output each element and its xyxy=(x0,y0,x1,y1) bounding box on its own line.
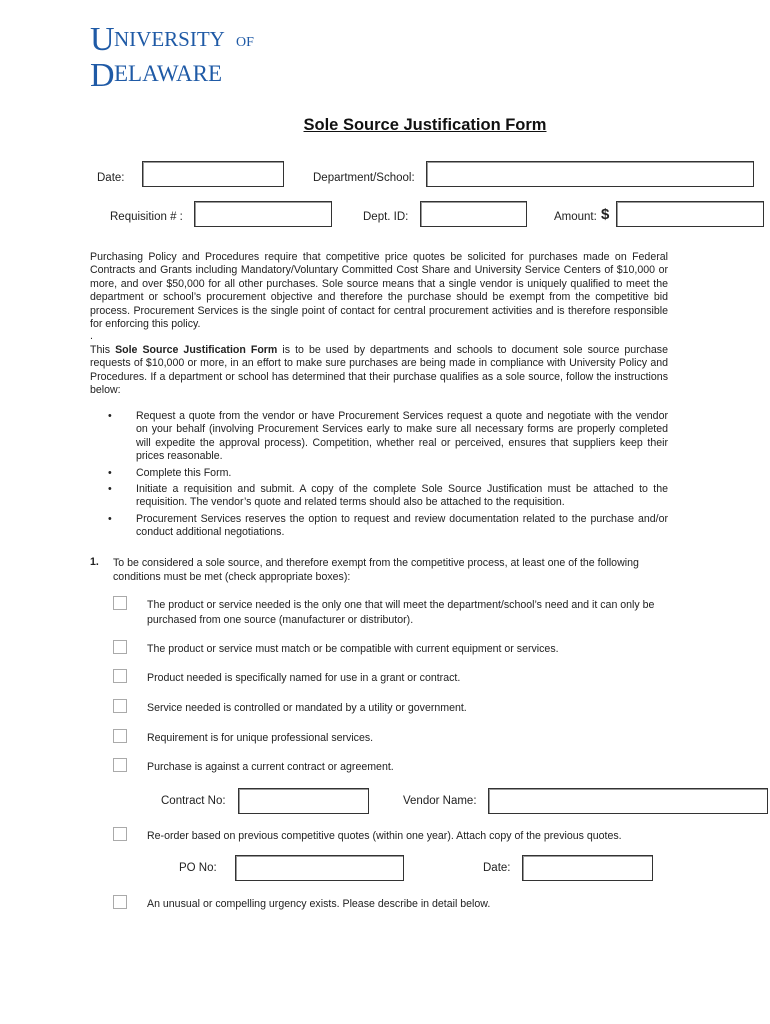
logo-big-d: D xyxy=(90,57,115,92)
amount-field[interactable] xyxy=(616,201,764,227)
reorder-date-label: Date: xyxy=(483,862,511,874)
date-field[interactable] xyxy=(142,161,284,187)
dept-id-field[interactable] xyxy=(420,201,527,227)
vendor-name-field[interactable] xyxy=(488,788,768,814)
option-label: Purchase is against a current contract or agreement. xyxy=(147,761,394,773)
contract-no-field[interactable] xyxy=(238,788,369,814)
dollar-sign: $ xyxy=(601,206,610,223)
requisition-field[interactable] xyxy=(194,201,332,227)
option-label: The product or service needed is the only one that will meet the department/school’s need and it can only be purchased from one source (manufacturer or distributor). xyxy=(147,599,655,626)
option-label: Product needed is specifically named for use in a grant or contract. xyxy=(147,672,461,684)
policy-paragraph: Purchasing Policy and Procedures require that competitive price quotes be solicited for purchases made on Federal Contracts and Grants including Mandatory/Voluntary Committed Cost Share and University Service Centers of $10,000 or more, and over $50,000 for all other purchases. Sole source means that a single vendor is uniquely qualified to meet the department or school’s procurement objective and therefore the purchase should be exempt from the competitive bid process. Procurement Services is the single point of contact for central procurement activities and is therefore responsible for enforcing this policy. xyxy=(90,251,668,331)
form-name-bold: Sole Source Justification Form xyxy=(115,344,278,356)
instruction-list xyxy=(108,410,668,543)
option-checkbox-only-one[interactable] xyxy=(113,596,127,610)
list-item: • Request a quote from the vendor or have Procurement Services request a quote and negotiate with the vendor on your behalf (involving Procurement Services early to make sure all necessary forms are properly completed will expedite the approval process). Competition, whether real or perceived, ensures that suppliers keep their prices reasonable. xyxy=(108,410,668,463)
list-item: • Complete this Form. xyxy=(108,466,232,479)
logo-of-text: OF xyxy=(236,35,254,50)
logo-university-text: NIVERSITY xyxy=(114,27,225,51)
option-checkbox-contract[interactable] xyxy=(113,758,127,772)
option-checkbox-professional[interactable] xyxy=(113,729,127,743)
paragraph-dot: . xyxy=(90,330,93,342)
option-checkbox-compatible[interactable] xyxy=(113,640,127,654)
option-checkbox-grant[interactable] xyxy=(113,669,127,683)
option-checkbox-reorder[interactable] xyxy=(113,827,127,841)
option-checkbox-utility[interactable] xyxy=(113,699,127,713)
section-number: 1. xyxy=(90,556,99,568)
list-item: • Procurement Services reserves the option to request and review documentation related to the purchase and/or conduct additional negotiations. xyxy=(108,512,668,539)
option-label: Requirement is for unique professional services. xyxy=(147,732,374,744)
option-label: An unusual or compelling urgency exists. Please describe in detail below. xyxy=(147,898,491,910)
amount-label: Amount: xyxy=(554,211,597,223)
section-instructions: To be considered a sole source, and therefore exempt from the competitive process, at least one of the following conditions must be met (check appropriate boxes): xyxy=(113,557,639,583)
option-label: Re-order based on previous competitive quotes (within one year). Attach copy of the previous quotes. xyxy=(147,830,622,842)
po-no-field[interactable] xyxy=(235,855,404,881)
department-field[interactable] xyxy=(426,161,754,187)
vendor-name-label: Vendor Name: xyxy=(403,795,477,807)
requisition-label: Requisition # : xyxy=(110,211,183,223)
contract-no-label: Contract No: xyxy=(161,795,226,807)
logo-big-u: U xyxy=(90,21,115,58)
reorder-date-field[interactable] xyxy=(522,855,653,881)
dept-id-label: Dept. ID: xyxy=(363,211,409,223)
option-label: Service needed is controlled or mandated by a utility or government. xyxy=(147,702,467,714)
list-item: • Initiate a requisition and submit. A copy of the complete Sole Source Justification must be attached to the requisition. The vendor’s quote and related terms should also be attached to the requisition. xyxy=(108,483,668,509)
university-of-delaware-logo xyxy=(90,20,270,92)
form-usage-paragraph: This Sole Source Justification Form is to be used by departments and schools to document sole source purchase requests of $10,000 or more, in an effort to make sure purchases are being made in compliance with University Policy and Procedures. If a department or school has determined that their purchase qualifies as a sole source, follow the instructions below: xyxy=(90,344,668,397)
department-label: Department/School: xyxy=(313,172,415,184)
date-label: Date: xyxy=(97,172,125,184)
option-label: The product or service must match or be compatible with current equipment or services. xyxy=(147,643,559,655)
option-checkbox-urgency[interactable] xyxy=(113,895,127,909)
logo-delaware-text: ELAWARE xyxy=(114,61,223,86)
page-title: Sole Source Justification Form xyxy=(303,116,547,134)
po-no-label: PO No: xyxy=(179,862,217,874)
